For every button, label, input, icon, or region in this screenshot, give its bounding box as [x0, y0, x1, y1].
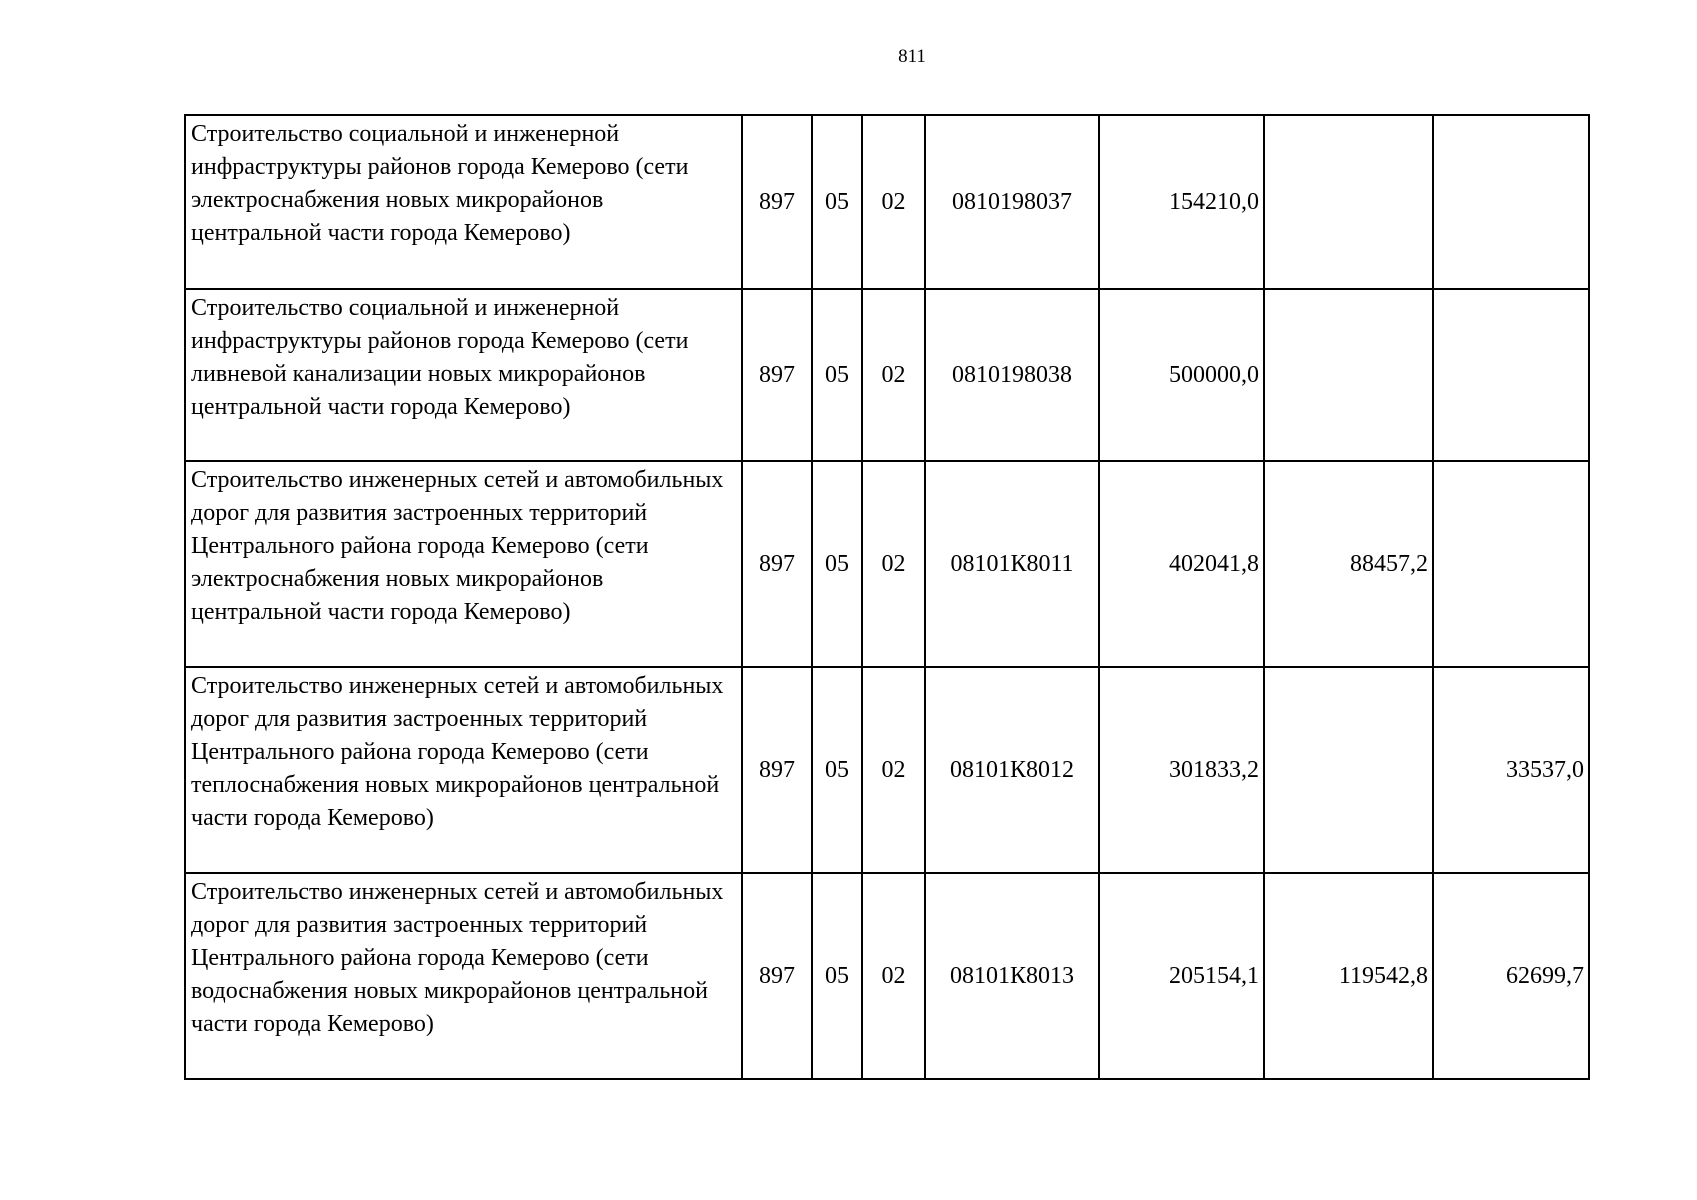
row-ved: 897 [742, 667, 812, 873]
row-rz: 05 [812, 115, 862, 289]
row-sum-2 [1264, 115, 1433, 289]
row-sum-3 [1433, 289, 1589, 461]
row-sum-1: 500000,0 [1099, 289, 1264, 461]
row-sum-3: 62699,7 [1433, 873, 1589, 1079]
row-pr: 02 [862, 461, 925, 667]
row-rz: 05 [812, 667, 862, 873]
row-sum-1: 402041,8 [1099, 461, 1264, 667]
row-name: Строительство социальной и инженерной инфраструктуры районов города Кемерово (сети ливневой канализации новых микрорайонов центральной части города Кемерово) [185, 289, 742, 461]
table-row [185, 289, 1589, 461]
table-row [185, 115, 1589, 289]
row-csr: 08101К8012 [925, 667, 1099, 873]
row-pr: 02 [862, 873, 925, 1079]
row-sum-2: 119542,8 [1264, 873, 1433, 1079]
row-rz: 05 [812, 289, 862, 461]
row-ved: 897 [742, 873, 812, 1079]
row-pr: 02 [862, 289, 925, 461]
table-row [185, 873, 1589, 1079]
row-sum-1: 154210,0 [1099, 115, 1264, 289]
row-csr: 08101К8013 [925, 873, 1099, 1079]
row-pr: 02 [862, 667, 925, 873]
row-pr: 02 [862, 115, 925, 289]
row-csr: 08101К8011 [925, 461, 1099, 667]
table-row [185, 667, 1589, 873]
row-name: Строительство инженерных сетей и автомобильных дорог для развития застроенных территорий Центрального района города Кемерово (сети теплоснабжения новых микрорайонов центральной части города Кемерово) [185, 667, 742, 873]
row-ved: 897 [742, 289, 812, 461]
row-sum-3 [1433, 461, 1589, 667]
row-rz: 05 [812, 461, 862, 667]
row-name: Строительство инженерных сетей и автомобильных дорог для развития застроенных территорий Центрального района города Кемерово (сети электроснабжения новых микрорайонов центральной части города Кемерово) [185, 461, 742, 667]
row-csr: 0810198037 [925, 115, 1099, 289]
row-ved: 897 [742, 461, 812, 667]
page-number: 811 [898, 46, 926, 67]
row-sum-2 [1264, 289, 1433, 461]
row-sum-1: 301833,2 [1099, 667, 1264, 873]
row-name: Строительство социальной и инженерной инфраструктуры районов города Кемерово (сети электроснабжения новых микрорайонов центральной части города Кемерово) [185, 115, 742, 289]
row-sum-2 [1264, 667, 1433, 873]
row-csr: 0810198038 [925, 289, 1099, 461]
row-name: Строительство инженерных сетей и автомобильных дорог для развития застроенных территорий Центрального района города Кемерово (сети водоснабжения новых микрорайонов центральной части города Кемерово) [185, 873, 742, 1079]
budget-table [184, 114, 1590, 1080]
row-ved: 897 [742, 115, 812, 289]
row-sum-3: 33537,0 [1433, 667, 1589, 873]
row-sum-3 [1433, 115, 1589, 289]
table-row [185, 461, 1589, 667]
row-sum-2: 88457,2 [1264, 461, 1433, 667]
row-rz: 05 [812, 873, 862, 1079]
row-sum-1: 205154,1 [1099, 873, 1264, 1079]
